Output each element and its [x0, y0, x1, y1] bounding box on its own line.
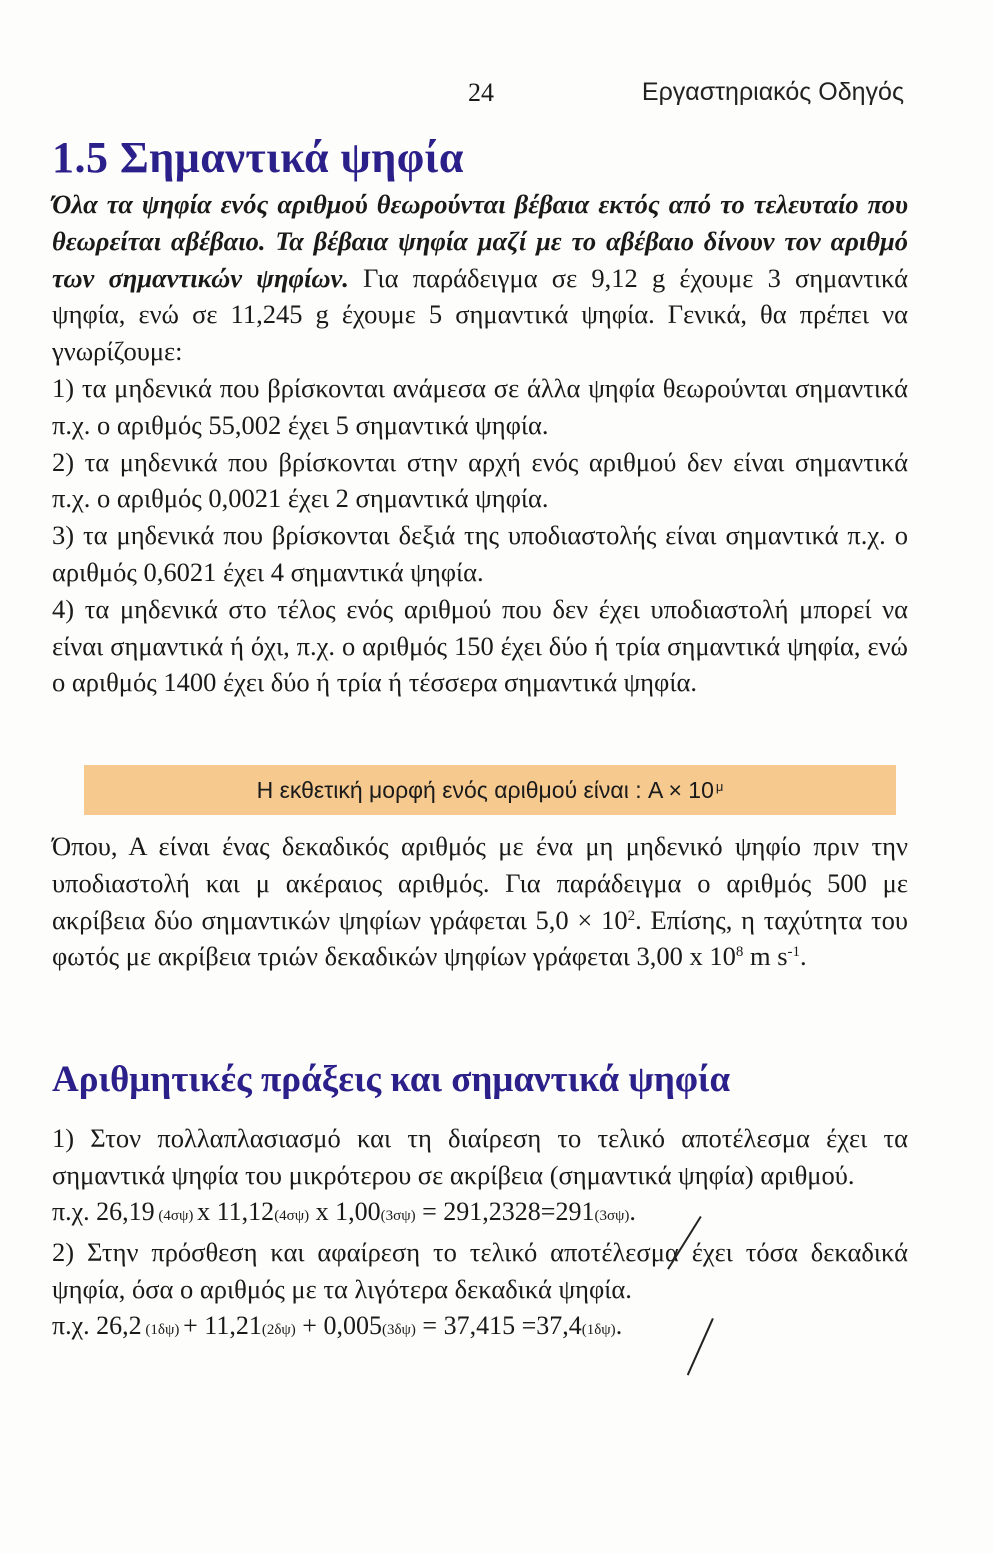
explanation-paragraph — [52, 828, 908, 975]
page-header — [0, 78, 994, 112]
exponent: 8 — [735, 944, 744, 961]
precision-tag: (2δψ) — [261, 1321, 296, 1338]
intro-block — [52, 186, 908, 701]
precision-tag: (1δψ) — [581, 1321, 616, 1338]
exponent: 2 — [627, 907, 636, 924]
explanation-text: Όπου, Α είναι ένας δεκαδικός αριθμός με ένα μη μηδενικό ψηφίο πριν την υποδιαστολή και μ ακέραιος αριθμός. Για παράδειγμα ο αριθμός 500 με ακρίβεια δύο σημαντικών ψηφίων γράφεται 5,0 × 10 — [52, 831, 908, 935]
page-number: 24 — [468, 78, 494, 107]
explanation-text: . — [800, 941, 807, 972]
precision-tag: (3σψ) — [594, 1207, 630, 1224]
precision-tag: (4σψ) — [154, 1207, 198, 1224]
example-result: = 37,415 =37,4 — [415, 1310, 582, 1340]
operations-block — [52, 1120, 908, 1349]
precision-tag: (3δψ) — [381, 1321, 416, 1338]
running-title: Εργαστηριακός Οδηγός — [641, 78, 904, 106]
rule-addition: 2) Στην πρόσθεση και αφαίρεση το τελικό αποτέλεσμα έχει τόσα δεκαδικά ψηφία, όσα ο αριθμός με τα λιγότερα δεκαδικά ψηφία. — [52, 1237, 908, 1305]
example-text: + 11,21 — [183, 1310, 262, 1340]
example-text: . — [629, 1196, 636, 1226]
intro-continuation: Για παράδειγμα σε 9,12 g έχουμε 3 σημαντικά ψηφία, ενώ σε 11,245 g έχουμε 5 σημαντικά ψηφία. Γενικά, θα πρέπει να γνωρίζουμε: — [52, 262, 909, 367]
example-text: . — [615, 1310, 623, 1340]
subsection-title: Αριθμητικές πράξεις και σημαντικά ψηφία — [52, 1059, 731, 1100]
example-text: x 1,00 — [309, 1196, 381, 1226]
section-title: 1.5 Σημαντικά ψηφία — [52, 133, 464, 182]
precision-tag: (4σψ) — [274, 1207, 310, 1224]
example-result: = 291,2328=291 — [415, 1196, 595, 1226]
exponential-form-text: Η εκθετική μορφή ενός αριθμού είναι : A × 10 — [256, 776, 714, 803]
exponential-form-exponent: μ — [715, 778, 724, 794]
rule-item: 4) τα μηδενικά στο τέλος ενός αριθμού που δεν έχει υποδιαστολή μπορεί να είναι σημαντικά ή όχι, π.χ. ο αριθμός 150 έχει δύο ή τρία σημαντικά ψηφία, ενώ ο αριθμός 1400 έχει δύο ή τρία ή τέσσερα σημαντικά ψηφία. — [52, 593, 908, 698]
explanation-block — [52, 828, 908, 975]
example-addition — [52, 1308, 908, 1349]
example-multiplication — [52, 1194, 908, 1235]
exponent: -1 — [787, 944, 801, 961]
example-text: x 11,12 — [197, 1196, 275, 1226]
precision-tag: (1δψ) — [141, 1321, 184, 1338]
precision-tag: (3σψ) — [380, 1207, 416, 1224]
rule-item: 2) τα μηδενικά που βρίσκονται στην αρχή ενός αριθμού δεν είναι σημαντικά π.χ. ο αριθμός 0,0021 έχει 2 σημαντικά ψηφία. — [52, 446, 908, 514]
rule-item: 1) τα μηδενικά που βρίσκονται ανάμεσα σε άλλα ψηφία θεωρούνται σημαντικά π.χ. ο αριθμός 55,002 έχει 5 σημαντικά ψηφία. — [52, 372, 908, 440]
explanation-text: m s — [743, 941, 788, 972]
rule-multiplication: 1) Στον πολλαπλασιασμό και τη διαίρεση το τελικό αποτέλεσμα έχει τα σημαντικά ψηφία του μικρότερου σε ακρίβεια (σημαντικά ψηφία) αριθμού. — [52, 1123, 908, 1190]
rule-item: 3) τα μηδενικά που βρίσκονται δεξιά της υποδιαστολής είναι σημαντικά π.χ. ο αριθμός 0,6021 έχει 4 σημαντικά ψηφία. — [52, 520, 908, 587]
example-text: π.χ. 26,19 — [52, 1196, 155, 1226]
intro-definition: Όλα τα ψηφία ενός αριθμού θεωρούνται βέβαια εκτός από το τελευταίο που θεωρείται αβέβαιο. Τα βέβαια ψηφία μαζί με το αβέβαιο δίνουν τον αριθμό των σημαντικών ψηφίων. — [52, 189, 908, 293]
exponential-form-box — [84, 765, 896, 815]
example-text: π.χ. 26,2 — [52, 1310, 142, 1340]
example-text: + 0,005 — [295, 1310, 382, 1340]
intro-paragraph — [52, 186, 908, 370]
explanation-text: . Επίσης, η ταχύτητα του φωτός με ακρίβεια τριών δεκαδικών ψηφίων γράφεται 3,00 x 10 — [52, 904, 908, 972]
